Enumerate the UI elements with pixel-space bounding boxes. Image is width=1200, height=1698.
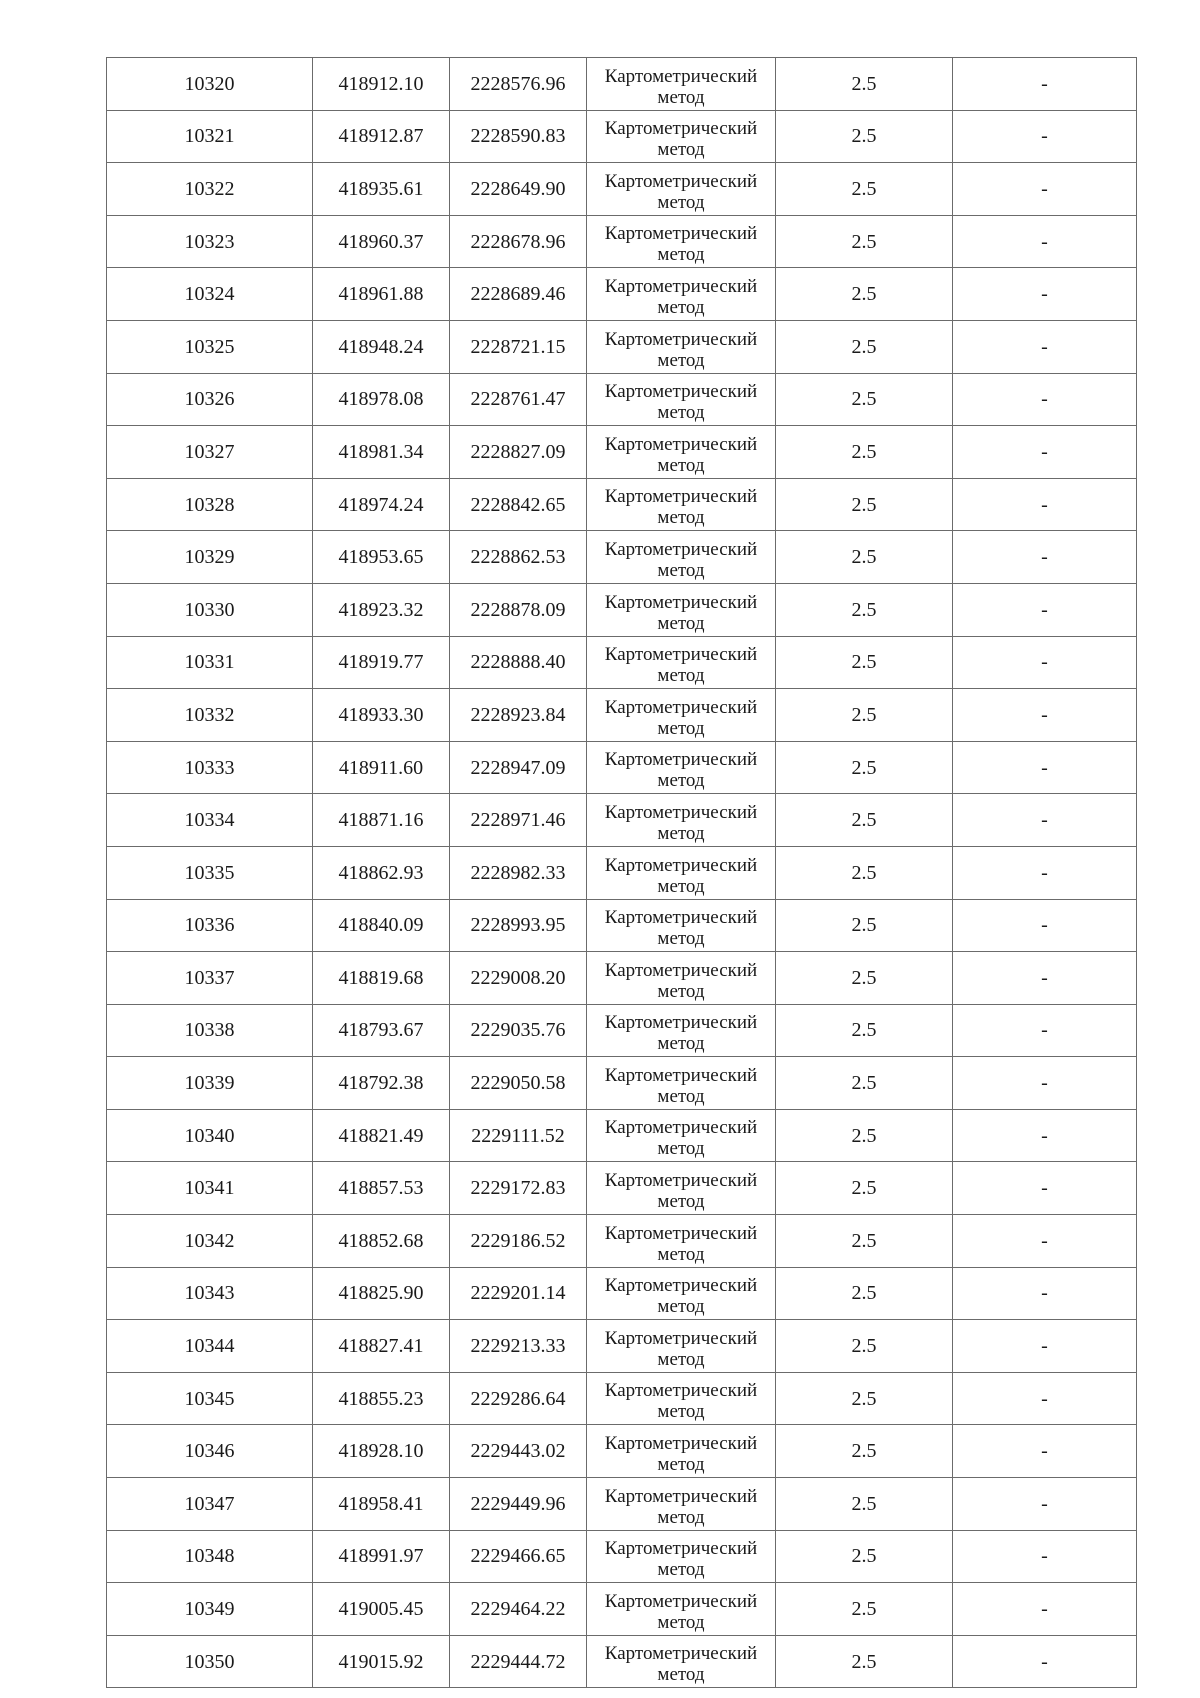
table-row <box>107 58 1137 111</box>
precision-cell: 2.5 <box>776 741 953 794</box>
method-line-1: Картометрический <box>604 1485 758 1507</box>
y-coordinate-cell: 2229464.22 <box>450 1583 587 1636</box>
note-cell: - <box>953 1109 1137 1162</box>
method-cell <box>587 58 776 111</box>
y-coordinate-cell: 2229444.72 <box>450 1635 587 1688</box>
table-row <box>107 531 1137 584</box>
method-cell <box>587 320 776 373</box>
note-cell: - <box>953 426 1137 479</box>
x-coordinate-cell: 418852.68 <box>313 1215 450 1268</box>
note-cell: - <box>953 636 1137 689</box>
method-cell <box>587 1004 776 1057</box>
note-cell: - <box>953 741 1137 794</box>
table-row <box>107 1215 1137 1268</box>
method-line-2: метод <box>657 1348 705 1370</box>
y-coordinate-cell: 2228947.09 <box>450 741 587 794</box>
note-cell: - <box>953 1583 1137 1636</box>
x-coordinate-cell: 418933.30 <box>313 689 450 742</box>
method-line-2: метод <box>657 1559 705 1581</box>
table-row <box>107 899 1137 952</box>
x-coordinate-cell: 418827.41 <box>313 1320 450 1373</box>
method-line-2: метод <box>657 1401 705 1423</box>
y-coordinate-cell: 2229172.83 <box>450 1162 587 1215</box>
method-line-2: метод <box>657 402 705 424</box>
precision-cell: 2.5 <box>776 952 953 1005</box>
method-cell <box>587 110 776 163</box>
method-cell <box>587 478 776 531</box>
x-coordinate-cell: 418911.60 <box>313 741 450 794</box>
x-coordinate-cell: 418855.23 <box>313 1372 450 1425</box>
method-line-1: Картометрический <box>604 486 758 508</box>
point-number-cell: 10335 <box>107 846 313 899</box>
method-line-1: Картометрический <box>604 801 758 823</box>
note-cell: - <box>953 1478 1137 1531</box>
coordinates-table-body <box>107 58 1137 1688</box>
table-row <box>107 583 1137 636</box>
method-line-2: метод <box>657 1454 705 1476</box>
y-coordinate-cell: 2229443.02 <box>450 1425 587 1478</box>
table-row <box>107 268 1137 321</box>
method-line-2: метод <box>657 1506 705 1528</box>
y-coordinate-cell: 2228761.47 <box>450 373 587 426</box>
precision-cell: 2.5 <box>776 794 953 847</box>
x-coordinate-cell: 418935.61 <box>313 163 450 216</box>
method-line-1: Картометрический <box>604 1433 758 1455</box>
y-coordinate-cell: 2228862.53 <box>450 531 587 584</box>
x-coordinate-cell: 418919.77 <box>313 636 450 689</box>
table-row <box>107 1530 1137 1583</box>
point-number-cell: 10330 <box>107 583 313 636</box>
point-number-cell: 10342 <box>107 1215 313 1268</box>
table-row <box>107 1635 1137 1688</box>
method-cell <box>587 1109 776 1162</box>
point-number-cell: 10350 <box>107 1635 313 1688</box>
method-line-2: метод <box>657 875 705 897</box>
point-number-cell: 10321 <box>107 110 313 163</box>
point-number-cell: 10322 <box>107 163 313 216</box>
y-coordinate-cell: 2229008.20 <box>450 952 587 1005</box>
method-line-2: метод <box>657 770 705 792</box>
method-cell <box>587 899 776 952</box>
y-coordinate-cell: 2228842.65 <box>450 478 587 531</box>
method-line-2: метод <box>657 717 705 739</box>
method-line-1: Картометрический <box>604 1275 758 1297</box>
method-cell <box>587 583 776 636</box>
method-line-1: Картометрический <box>604 1643 758 1665</box>
method-cell <box>587 1162 776 1215</box>
x-coordinate-cell: 418978.08 <box>313 373 450 426</box>
method-line-1: Картометрический <box>604 538 758 560</box>
table-row <box>107 320 1137 373</box>
x-coordinate-cell: 418958.41 <box>313 1478 450 1531</box>
x-coordinate-cell: 418857.53 <box>313 1162 450 1215</box>
point-number-cell: 10333 <box>107 741 313 794</box>
y-coordinate-cell: 2228721.15 <box>450 320 587 373</box>
method-line-2: метод <box>657 612 705 634</box>
note-cell: - <box>953 689 1137 742</box>
y-coordinate-cell: 2229111.52 <box>450 1109 587 1162</box>
method-line-2: метод <box>657 928 705 950</box>
x-coordinate-cell: 418928.10 <box>313 1425 450 1478</box>
table-row <box>107 1162 1137 1215</box>
method-cell <box>587 689 776 742</box>
table-row <box>107 636 1137 689</box>
x-coordinate-cell: 418793.67 <box>313 1004 450 1057</box>
method-line-1: Картометрический <box>604 433 758 455</box>
table-row <box>107 1372 1137 1425</box>
method-cell <box>587 373 776 426</box>
y-coordinate-cell: 2229449.96 <box>450 1478 587 1531</box>
method-cell <box>587 952 776 1005</box>
y-coordinate-cell: 2229466.65 <box>450 1530 587 1583</box>
y-coordinate-cell: 2228649.90 <box>450 163 587 216</box>
method-line-1: Картометрический <box>604 1012 758 1034</box>
precision-cell: 2.5 <box>776 1057 953 1110</box>
point-number-cell: 10343 <box>107 1267 313 1320</box>
precision-cell: 2.5 <box>776 846 953 899</box>
x-coordinate-cell: 418960.37 <box>313 215 450 268</box>
method-cell <box>587 794 776 847</box>
method-cell <box>587 215 776 268</box>
point-number-cell: 10348 <box>107 1530 313 1583</box>
note-cell: - <box>953 846 1137 899</box>
note-cell: - <box>953 1057 1137 1110</box>
note-cell: - <box>953 1372 1137 1425</box>
coordinates-table <box>106 57 1137 1688</box>
method-line-1: Картометрический <box>604 65 758 87</box>
method-line-2: метод <box>657 980 705 1002</box>
note-cell: - <box>953 1267 1137 1320</box>
point-number-cell: 10334 <box>107 794 313 847</box>
method-line-1: Картометрический <box>604 854 758 876</box>
y-coordinate-cell: 2228689.46 <box>450 268 587 321</box>
table-row <box>107 215 1137 268</box>
method-line-2: метод <box>657 1138 705 1160</box>
point-number-cell: 10324 <box>107 268 313 321</box>
precision-cell: 2.5 <box>776 1425 953 1478</box>
x-coordinate-cell: 418948.24 <box>313 320 450 373</box>
method-line-1: Картометрический <box>604 591 758 613</box>
note-cell: - <box>953 1004 1137 1057</box>
note-cell: - <box>953 1320 1137 1373</box>
x-coordinate-cell: 418991.97 <box>313 1530 450 1583</box>
precision-cell: 2.5 <box>776 163 953 216</box>
point-number-cell: 10329 <box>107 531 313 584</box>
method-line-2: метод <box>657 191 705 213</box>
table-row <box>107 689 1137 742</box>
method-line-1: Картометрический <box>604 644 758 666</box>
y-coordinate-cell: 2228923.84 <box>450 689 587 742</box>
method-line-2: метод <box>657 1296 705 1318</box>
x-coordinate-cell: 418912.87 <box>313 110 450 163</box>
method-line-2: метод <box>657 507 705 529</box>
precision-cell: 2.5 <box>776 215 953 268</box>
y-coordinate-cell: 2228993.95 <box>450 899 587 952</box>
point-number-cell: 10331 <box>107 636 313 689</box>
point-number-cell: 10338 <box>107 1004 313 1057</box>
precision-cell: 2.5 <box>776 1372 953 1425</box>
y-coordinate-cell: 2228888.40 <box>450 636 587 689</box>
method-cell <box>587 1478 776 1531</box>
x-coordinate-cell: 418871.16 <box>313 794 450 847</box>
table-row <box>107 741 1137 794</box>
precision-cell: 2.5 <box>776 426 953 479</box>
point-number-cell: 10349 <box>107 1583 313 1636</box>
precision-cell: 2.5 <box>776 1478 953 1531</box>
x-coordinate-cell: 418953.65 <box>313 531 450 584</box>
x-coordinate-cell: 418923.32 <box>313 583 450 636</box>
precision-cell: 2.5 <box>776 899 953 952</box>
point-number-cell: 10340 <box>107 1109 313 1162</box>
point-number-cell: 10345 <box>107 1372 313 1425</box>
precision-cell: 2.5 <box>776 478 953 531</box>
table-row <box>107 163 1137 216</box>
x-coordinate-cell: 418825.90 <box>313 1267 450 1320</box>
method-cell <box>587 1215 776 1268</box>
precision-cell: 2.5 <box>776 110 953 163</box>
method-line-2: метод <box>657 296 705 318</box>
precision-cell: 2.5 <box>776 1320 953 1373</box>
y-coordinate-cell: 2229213.33 <box>450 1320 587 1373</box>
table-row <box>107 1425 1137 1478</box>
method-line-2: метод <box>657 1664 705 1686</box>
x-coordinate-cell: 418981.34 <box>313 426 450 479</box>
method-cell <box>587 1583 776 1636</box>
table-row <box>107 1004 1137 1057</box>
table-row <box>107 1057 1137 1110</box>
point-number-cell: 10320 <box>107 58 313 111</box>
precision-cell: 2.5 <box>776 373 953 426</box>
x-coordinate-cell: 418862.93 <box>313 846 450 899</box>
method-cell <box>587 163 776 216</box>
precision-cell: 2.5 <box>776 1530 953 1583</box>
x-coordinate-cell: 418974.24 <box>313 478 450 531</box>
point-number-cell: 10344 <box>107 1320 313 1373</box>
method-cell <box>587 268 776 321</box>
method-line-2: метод <box>657 454 705 476</box>
method-line-2: метод <box>657 244 705 266</box>
point-number-cell: 10346 <box>107 1425 313 1478</box>
precision-cell: 2.5 <box>776 1635 953 1688</box>
note-cell: - <box>953 531 1137 584</box>
method-line-1: Картометрический <box>604 223 758 245</box>
note-cell: - <box>953 58 1137 111</box>
x-coordinate-cell: 418840.09 <box>313 899 450 952</box>
table-row <box>107 478 1137 531</box>
point-number-cell: 10339 <box>107 1057 313 1110</box>
precision-cell: 2.5 <box>776 636 953 689</box>
x-coordinate-cell: 419015.92 <box>313 1635 450 1688</box>
method-cell <box>587 1372 776 1425</box>
point-number-cell: 10347 <box>107 1478 313 1531</box>
method-cell <box>587 846 776 899</box>
table-row <box>107 1583 1137 1636</box>
x-coordinate-cell: 418819.68 <box>313 952 450 1005</box>
method-line-1: Картометрический <box>604 1590 758 1612</box>
method-line-2: метод <box>657 139 705 161</box>
note-cell: - <box>953 794 1137 847</box>
method-line-1: Картометрический <box>604 1380 758 1402</box>
method-line-1: Картометрический <box>604 959 758 981</box>
point-number-cell: 10325 <box>107 320 313 373</box>
note-cell: - <box>953 478 1137 531</box>
y-coordinate-cell: 2229286.64 <box>450 1372 587 1425</box>
point-number-cell: 10341 <box>107 1162 313 1215</box>
table-row <box>107 426 1137 479</box>
note-cell: - <box>953 899 1137 952</box>
y-coordinate-cell: 2228590.83 <box>450 110 587 163</box>
method-cell <box>587 741 776 794</box>
y-coordinate-cell: 2228827.09 <box>450 426 587 479</box>
precision-cell: 2.5 <box>776 1267 953 1320</box>
point-number-cell: 10326 <box>107 373 313 426</box>
precision-cell: 2.5 <box>776 1004 953 1057</box>
x-coordinate-cell: 418821.49 <box>313 1109 450 1162</box>
method-cell <box>587 1425 776 1478</box>
point-number-cell: 10327 <box>107 426 313 479</box>
note-cell: - <box>953 1425 1137 1478</box>
method-line-1: Картометрический <box>604 1222 758 1244</box>
note-cell: - <box>953 1162 1137 1215</box>
precision-cell: 2.5 <box>776 583 953 636</box>
note-cell: - <box>953 320 1137 373</box>
method-cell <box>587 1057 776 1110</box>
table-row <box>107 373 1137 426</box>
precision-cell: 2.5 <box>776 320 953 373</box>
method-line-1: Картометрический <box>604 328 758 350</box>
point-number-cell: 10328 <box>107 478 313 531</box>
table-row <box>107 846 1137 899</box>
y-coordinate-cell: 2228971.46 <box>450 794 587 847</box>
precision-cell: 2.5 <box>776 1215 953 1268</box>
y-coordinate-cell: 2228576.96 <box>450 58 587 111</box>
note-cell: - <box>953 163 1137 216</box>
method-line-2: метод <box>657 86 705 108</box>
precision-cell: 2.5 <box>776 689 953 742</box>
table-row <box>107 1320 1137 1373</box>
precision-cell: 2.5 <box>776 58 953 111</box>
note-cell: - <box>953 583 1137 636</box>
table-row <box>107 794 1137 847</box>
method-cell <box>587 1635 776 1688</box>
y-coordinate-cell: 2229035.76 <box>450 1004 587 1057</box>
note-cell: - <box>953 373 1137 426</box>
table-row <box>107 1109 1137 1162</box>
x-coordinate-cell: 418961.88 <box>313 268 450 321</box>
point-number-cell: 10323 <box>107 215 313 268</box>
method-line-2: метод <box>657 822 705 844</box>
method-line-1: Картометрический <box>604 1117 758 1139</box>
method-line-2: метод <box>657 1243 705 1265</box>
method-line-1: Картометрический <box>604 1327 758 1349</box>
method-line-2: метод <box>657 1611 705 1633</box>
method-line-1: Картометрический <box>604 1064 758 1086</box>
note-cell: - <box>953 110 1137 163</box>
precision-cell: 2.5 <box>776 1109 953 1162</box>
table-row <box>107 110 1137 163</box>
table-row <box>107 1478 1137 1531</box>
y-coordinate-cell: 2228678.96 <box>450 215 587 268</box>
method-line-2: метод <box>657 559 705 581</box>
note-cell: - <box>953 1530 1137 1583</box>
precision-cell: 2.5 <box>776 268 953 321</box>
method-line-1: Картометрический <box>604 749 758 771</box>
y-coordinate-cell: 2229186.52 <box>450 1215 587 1268</box>
y-coordinate-cell: 2229050.58 <box>450 1057 587 1110</box>
point-number-cell: 10337 <box>107 952 313 1005</box>
method-cell <box>587 531 776 584</box>
y-coordinate-cell: 2228878.09 <box>450 583 587 636</box>
method-line-1: Картометрический <box>604 907 758 929</box>
note-cell: - <box>953 952 1137 1005</box>
note-cell: - <box>953 268 1137 321</box>
method-line-2: метод <box>657 1033 705 1055</box>
x-coordinate-cell: 419005.45 <box>313 1583 450 1636</box>
method-line-1: Картометрический <box>604 118 758 140</box>
x-coordinate-cell: 418912.10 <box>313 58 450 111</box>
method-cell <box>587 426 776 479</box>
y-coordinate-cell: 2228982.33 <box>450 846 587 899</box>
table-row <box>107 1267 1137 1320</box>
method-line-2: метод <box>657 665 705 687</box>
method-line-2: метод <box>657 1085 705 1107</box>
point-number-cell: 10336 <box>107 899 313 952</box>
y-coordinate-cell: 2229201.14 <box>450 1267 587 1320</box>
table-row <box>107 952 1137 1005</box>
method-line-1: Картометрический <box>604 1170 758 1192</box>
note-cell: - <box>953 215 1137 268</box>
method-cell <box>587 636 776 689</box>
note-cell: - <box>953 1635 1137 1688</box>
method-line-1: Картометрический <box>604 275 758 297</box>
method-line-1: Картометрический <box>604 1538 758 1560</box>
point-number-cell: 10332 <box>107 689 313 742</box>
method-cell <box>587 1530 776 1583</box>
method-line-1: Картометрический <box>604 696 758 718</box>
note-cell: - <box>953 1215 1137 1268</box>
x-coordinate-cell: 418792.38 <box>313 1057 450 1110</box>
method-line-1: Картометрический <box>604 381 758 403</box>
method-cell <box>587 1267 776 1320</box>
method-line-2: метод <box>657 1191 705 1213</box>
method-line-2: метод <box>657 349 705 371</box>
method-line-1: Картометрический <box>604 170 758 192</box>
method-cell <box>587 1320 776 1373</box>
precision-cell: 2.5 <box>776 1162 953 1215</box>
precision-cell: 2.5 <box>776 1583 953 1636</box>
precision-cell: 2.5 <box>776 531 953 584</box>
